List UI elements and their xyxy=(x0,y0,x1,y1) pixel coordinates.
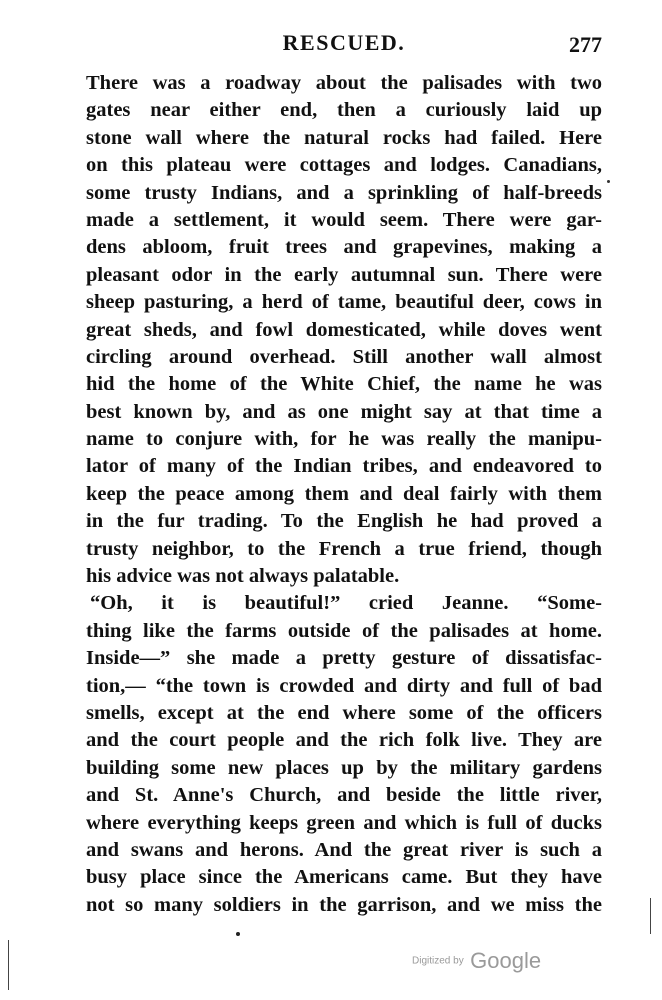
digitized-watermark xyxy=(412,948,541,974)
text-line: keep the peace among them and deal fairly with them xyxy=(86,482,602,505)
page-number: 277 xyxy=(569,32,602,57)
text-line: smells, except at the end where some of the officers xyxy=(86,701,602,724)
text-line: Inside—” she made a pretty gesture of dissatisfac- xyxy=(86,647,602,670)
text-line: gates near either end, then a curiously laid up xyxy=(86,99,602,122)
text-line: pleasant odor in the early autumnal sun. There were xyxy=(86,263,602,286)
text-line: circling around overhead. Still another wall almost xyxy=(86,345,602,368)
text-line: trusty neighbor, to the French a true friend, though xyxy=(86,537,602,560)
running-title: RESCUED. xyxy=(282,30,406,55)
text-line: and the court people and the rich folk live. They are xyxy=(86,729,602,752)
text-line: name to conjure with, for he was really the manipu- xyxy=(86,428,602,451)
watermark-prefix: Digitized by xyxy=(412,955,464,967)
text-line: best known by, and as one might say at that time a xyxy=(86,400,602,423)
scan-speck xyxy=(607,180,610,183)
text-line: sheep pasturing, a herd of tame, beautiful deer, cows in xyxy=(86,291,602,314)
scan-edge-mark-right xyxy=(650,898,651,934)
text-line: hid the home of the White Chief, the name he was xyxy=(86,373,602,396)
text-line: busy place since the Americans came. But they have xyxy=(86,866,602,889)
text-line: dens abloom, fruit trees and grapevines, making a xyxy=(86,236,602,259)
text-line: There was a roadway about the palisades with two xyxy=(86,72,602,94)
text-line: tion,— “the town is crowded and dirty and full of bad xyxy=(86,674,602,697)
text-line: stone wall where the natural rocks had failed. Here xyxy=(86,126,602,149)
running-head xyxy=(86,30,602,60)
text-line: his advice was not always palatable. xyxy=(86,565,400,588)
text-line: building some new places up by the military gardens xyxy=(86,756,602,779)
google-logo: Google xyxy=(470,948,542,973)
body-text xyxy=(86,70,602,919)
text-line: great sheds, and fowl domesticated, while doves went xyxy=(86,318,602,341)
text-line: some trusty Indians, and a sprinkling of half-breeds xyxy=(86,181,602,204)
text-line: not so many soldiers in the garrison, and we miss the xyxy=(86,893,602,916)
text-line: thing like the farms outside of the palisades at home. xyxy=(86,619,602,642)
footer-dot xyxy=(236,932,240,936)
text-line: and St. Anne's Church, and beside the little river, xyxy=(86,784,602,807)
text-line: made a settlement, it would seem. There were gar- xyxy=(86,208,602,231)
text-line: on this plateau were cottages and lodges. Canadians, xyxy=(86,154,602,177)
text-line: “Oh, it is beautiful!” cried Jeanne. “Some- xyxy=(90,592,602,615)
scan-edge-mark-left xyxy=(8,940,9,990)
text-line: where everything keeps green and which is full of ducks xyxy=(86,811,602,834)
text-line: in the fur trading. To the English he had proved a xyxy=(86,510,602,533)
text-line: and swans and herons. And the great river is such a xyxy=(86,838,602,861)
text-line: lator of many of the Indian tribes, and endeavored to xyxy=(86,455,602,478)
